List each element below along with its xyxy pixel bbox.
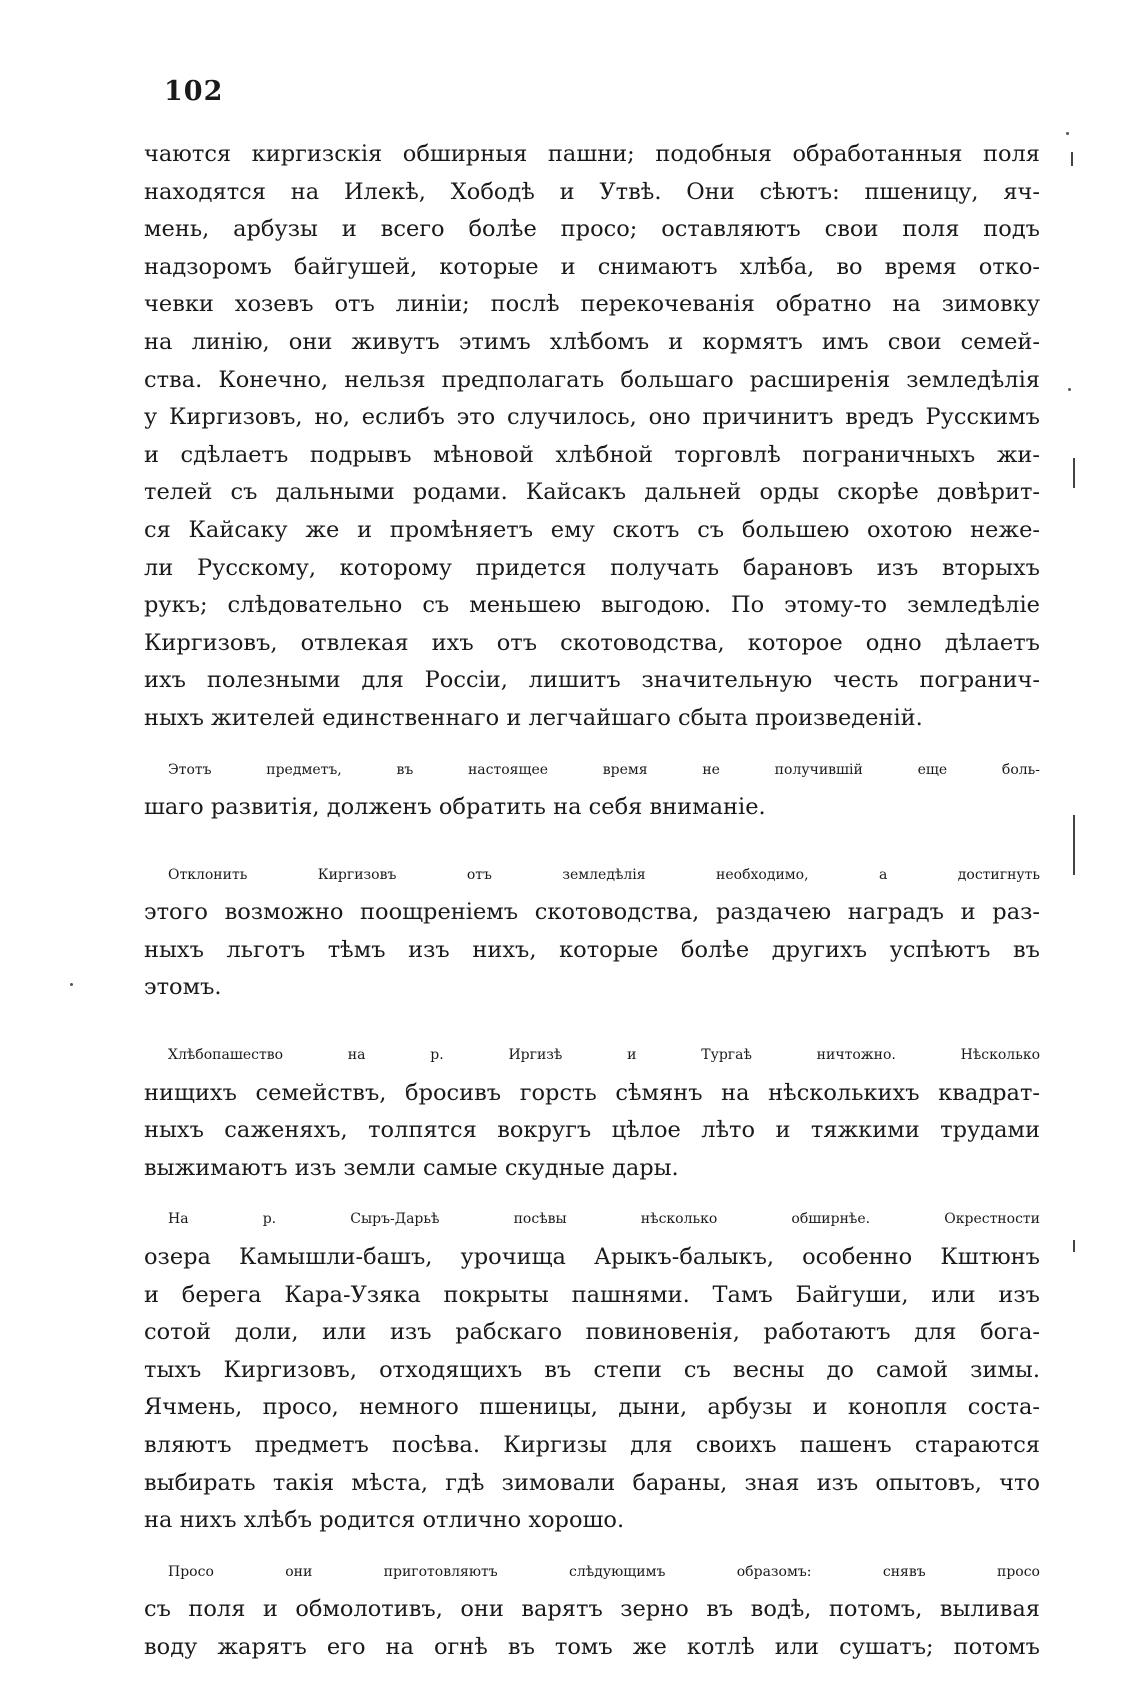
scan-artifact-mark [1073,1240,1075,1252]
text-line: рукъ; слѣдовательно съ меньшею выгодою. По этому-то земледѣліе [144,592,1040,619]
text-line: и берега Кара-Узяка покрыты пашнями. Тамъ Байгуши, или изъ [144,1281,1040,1308]
text-line: этомъ. [144,974,222,1001]
text-line: на нихъ хлѣбъ родится отлично хорошо. [144,1507,625,1534]
text-line: сотой доли, или изъ рабскаго повиновенія, работаютъ для бога- [144,1319,1040,1346]
text-line: у Киргизовъ, но, еслибъ это случилось, оно причинитъ вредъ Русскимъ [144,404,1040,431]
paragraph [144,1037,1040,1187]
text-line: озера Камышли-башъ, урочища Арыкъ-балыкъ, особенно Кштюнъ [144,1244,1040,1271]
text-line: надзоромъ байгушей, которые и снимаютъ хлѣба, во время отко- [144,253,1040,280]
text-line: ныхъ жителей единственнаго и легчайшаго сбыта произведеній. [144,704,923,731]
paragraph [144,857,1040,1007]
scan-artifact-dot [1068,388,1071,391]
scan-artifact-mark [1073,815,1075,875]
text-line: ства. Конечно, нельзя предполагать большаго расширенія земледѣлія [144,366,1040,393]
paragraph [144,1201,1040,1539]
text-line: Просо они приготовляютъ слѣдующимъ образомъ: снявъ просо [168,1563,1040,1580]
scan-artifact-mark [1071,152,1073,166]
text-line: Хлѣбопашество на р. Иргизѣ и Тургаѣ ничтожно. Нѣсколько [168,1047,1040,1064]
text-line: мень, арбузы и всего болѣе просо; оставляютъ свои поля подъ [144,216,1040,243]
text-line: нищихъ семействъ, бросивъ горсть сѣмянъ на нѣсколькихъ квадрат- [144,1079,1040,1106]
text-line: На р. Сыръ-Дарьѣ посѣвы нѣсколько обширнѣе. Окрестности [168,1211,1040,1228]
text-line: и сдѣлаетъ подрывъ мѣновой хлѣбной торговлѣ пограничныхъ жи- [144,441,1040,468]
scan-artifact-dot [70,983,73,986]
paragraph [144,1554,1040,1667]
text-line: воду жарятъ его на огнѣ въ томъ же котлѣ или сушатъ; потомъ [144,1633,1040,1660]
text-line: чаются киргизскія обширныя пашни; подобныя обработанныя поля [144,141,1040,167]
text-line: ся Кайсаку же и промѣняетъ ему скотъ съ большею охотою неже- [144,516,1040,543]
body-text [144,136,1040,1667]
text-line: ныхъ саженяхъ, толпятся вокругъ цѣлое лѣто и тяжкими трудами [144,1117,1040,1144]
text-line: телей съ дальными родами. Кайсакъ дальней орды скорѣе довѣрит- [144,479,1040,506]
text-line: на линію, они живутъ этимъ хлѣбомъ и кормятъ имъ свои семей- [144,328,1040,355]
text-line: Отклонить Киргизовъ отъ земледѣлія необходимо, а достигнуть [168,866,1040,883]
text-line: чевки хозевъ отъ линіи; послѣ перекочеванія обратно на зимовку [144,291,1040,318]
text-line: съ поля и обмолотивъ, они варятъ зерно въ водѣ, потомъ, выливая [144,1596,1040,1623]
text-line: выжимаютъ изъ земли самые скудные дары. [144,1154,679,1181]
text-line: вляютъ предметъ посѣва. Киргизы для своихъ пашенъ стараются [144,1432,1040,1458]
text-line: этого возможно поощреніемъ скотоводства, раздачею наградъ и раз- [144,899,1040,926]
scan-artifact-mark [1073,458,1075,488]
text-line: Ячмень, просо, немного пшеницы, дыни, арбузы и конопля соста- [144,1394,1040,1421]
scan-artifact-dot [1066,132,1069,135]
page-number: 102 [164,76,224,107]
text-line: шаго развитія, долженъ обратить на себя вниманіе. [144,794,766,821]
text-line: Этотъ предметъ, въ настоящее время не получившій еще боль- [168,761,1040,778]
text-line: выбирать такія мѣста, гдѣ зимовали бараны, зная изъ опытовъ, что [144,1469,1040,1496]
text-line: ли Русскому, которому придется получать барановъ изъ вторыхъ [144,554,1040,581]
paragraph [144,752,1040,827]
text-line: ихъ полезными для Россіи, лишитъ значительную честь погранич- [144,667,1040,694]
text-line: находятся на Илекѣ, Хободѣ и Утвѣ. Они сѣютъ: пшеницу, яч- [144,178,1040,205]
paragraph [144,136,1040,738]
text-line: тыхъ Киргизовъ, отходящихъ въ степи съ весны до самой зимы. [144,1356,1040,1383]
text-line: ныхъ льготъ тѣмъ изъ нихъ, которые болѣе другихъ успѣютъ въ [144,936,1040,963]
text-line: Киргизовъ, отвлекая ихъ отъ скотоводства, которое одно дѣлаетъ [144,629,1040,656]
